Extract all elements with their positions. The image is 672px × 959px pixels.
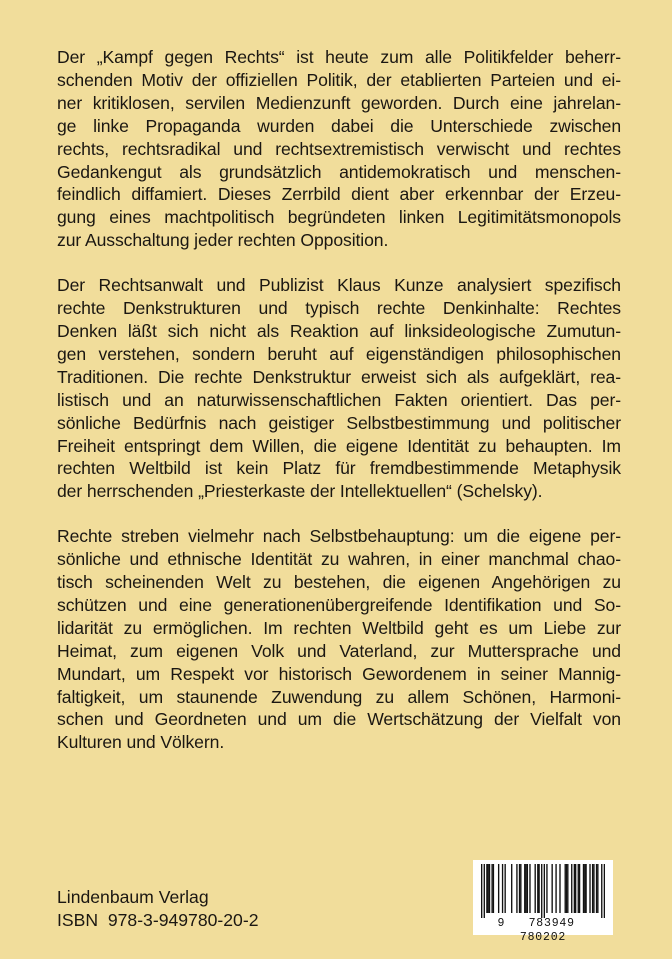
blurb-paragraph-2: [57, 274, 621, 503]
barcode-bar: [567, 864, 568, 913]
barcode-bar: [571, 864, 572, 913]
barcode-bar: [546, 864, 547, 913]
barcode-bar: [527, 864, 528, 913]
text-line: Heimat, zum eigenen Volk und Vaterland, zur Muttersprache und: [57, 640, 621, 661]
barcode-bar: [575, 864, 576, 913]
barcode-bar: [597, 864, 598, 913]
barcode-bar: [585, 864, 586, 913]
barcode-guard-bar: [544, 864, 545, 918]
barcode-bar: [493, 864, 494, 913]
barcode-guard-bar: [601, 864, 602, 918]
text-line: Traditionen. Die rechte Denkstruktur erweist sich als aufgeklärt, rea-: [57, 366, 621, 387]
barcode-bar: [525, 864, 526, 913]
barcode-guard-bar: [604, 864, 605, 918]
barcode-digit-group-2: 780202: [519, 931, 567, 944]
text-line: Gedankengut als grundsätzlich antidemokratisch und menschen-: [57, 161, 621, 182]
text-line: Rechte streben vielmehr nach Selbstbehauptung: um die eigene per-: [57, 526, 621, 547]
barcode-bar: [559, 864, 560, 913]
text-line: Mundart, um Respekt vor historisch Gewordenem in seiner Mannig-: [57, 663, 621, 684]
text-line: Denken läßt sich nicht als Reaktion auf linksideologische Zumutun-: [57, 320, 621, 341]
text-line: ner kritiklosen, servilen Medienzunft geworden. Durch eine jahrelan-: [57, 92, 621, 113]
text-line: feindlich diffamiert. Dieses Zerrbild dient aber erkennbar der Erzeu-: [57, 184, 621, 205]
text-line: rechten Weltbild ist kein Platz für fremdbestimmende Metaphysik: [57, 458, 621, 479]
barcode-bar: [551, 864, 552, 913]
barcode-bar: [565, 864, 566, 913]
barcode-bar: [516, 864, 517, 913]
barcode-bar: [486, 864, 487, 913]
barcode-bar: [504, 864, 505, 913]
barcode-bar: [566, 864, 567, 913]
barcode-bar: [524, 864, 525, 913]
barcode-bar: [511, 864, 512, 913]
barcode-bar: [592, 864, 593, 913]
text-line: lidarität zu ermöglichen. Im rechten Weltbild geht es um Liebe zur: [57, 617, 621, 638]
publisher-info: [57, 886, 258, 932]
text-line: rechts, rechtsradikal und rechtsextremistisch verwischt und rechtes: [57, 138, 621, 159]
barcode-bar: [589, 864, 590, 913]
isbn-text: ISBN 978-3-949780-20-2: [57, 910, 259, 930]
barcode-bar: [519, 864, 520, 913]
barcode-digits: [473, 917, 613, 945]
barcode-bar: [593, 864, 594, 913]
barcode-guard-bar: [481, 864, 482, 918]
barcode-bar: [529, 864, 530, 913]
text-line: zur Ausschaltung jeder rechten Opposition.: [57, 230, 389, 251]
text-line: Der „Kampf gegen Rechts“ ist heute zum alle Politikfelder beherr-: [57, 47, 621, 67]
text-line: schenden Motiv der offiziellen Politik, der etablierten Parteien und ei-: [57, 69, 621, 90]
barcode-bar: [491, 864, 492, 913]
barcode-bars-graphic: [481, 864, 605, 918]
barcode-bar: [574, 864, 575, 913]
barcode-guard-bar: [484, 864, 485, 918]
barcode-bar: [488, 864, 489, 913]
barcode-bar: [555, 864, 556, 913]
text-line: faltigkeit, um staunende Zuwendung zu allem Schönen, Harmoni-: [57, 686, 621, 707]
barcode-digit-prefix: 9: [497, 917, 506, 930]
barcode-bar: [537, 864, 538, 913]
text-line: listisch und an naturwissenschaftlichen Fakten orientiert. Das per-: [57, 389, 621, 410]
blurb-text: [57, 46, 621, 776]
barcode-bar: [538, 864, 539, 913]
text-line: Der Rechtsanwalt und Publizist Klaus Kunze analysiert spezifisch: [57, 275, 621, 296]
text-line: schen und Geordneten und um die Wertschätzung der Vielfalt von: [57, 709, 621, 730]
text-line: Freiheit entspringt dem Willen, die eigene Identität zu behaupten. Im: [57, 435, 621, 456]
barcode-bar: [535, 864, 536, 913]
text-line: ge linke Propaganda wurden dabei die Unterschiede zwischen: [57, 115, 621, 136]
barcode-guard-bar: [541, 864, 542, 918]
isbn-barcode: [473, 860, 613, 944]
text-line: gen verstehen, sondern beruht auf eigenständigen philosophischen: [57, 343, 621, 364]
publisher-name: Lindenbaum Verlag: [57, 887, 209, 907]
barcode-bar: [520, 864, 521, 913]
barcode-bar: [498, 864, 499, 913]
text-line: rechte Denkstrukturen und typisch rechte Denkinhalte: Rechtes: [57, 298, 621, 319]
barcode-bar: [596, 864, 597, 913]
text-line: gung eines machtpolitisch begründeten linken Legitimitätsmonopols: [57, 207, 621, 228]
barcode-digit-group-1: 783949: [528, 917, 575, 930]
blurb-paragraph-3: [57, 525, 621, 754]
blurb-paragraph-1: [57, 46, 621, 252]
barcode-bar: [489, 864, 490, 913]
barcode-bar: [502, 864, 503, 913]
barcode-bar: [579, 864, 580, 913]
text-line: tisch scheinenden Welt zu bestehen, die eigenen Angehörigen zu: [57, 572, 621, 593]
text-line: schützen und eine generationenübergreifende Identifikation und So-: [57, 594, 621, 615]
barcode-bar: [578, 864, 579, 913]
text-line: sönliche Bedürfnis nach geistiger Selbstbestimmung und politischer: [57, 412, 621, 433]
text-line: Kulturen und Völkern.: [57, 732, 225, 753]
text-line: sönliche und ethnische Identität zu wahren, in einer manchmal chao-: [57, 549, 621, 570]
barcode-bar: [583, 864, 584, 913]
barcode-bar: [584, 864, 585, 913]
text-line: der herrschenden „Priesterkaste der Intellektuellen“ (Schelsky).: [57, 481, 543, 502]
